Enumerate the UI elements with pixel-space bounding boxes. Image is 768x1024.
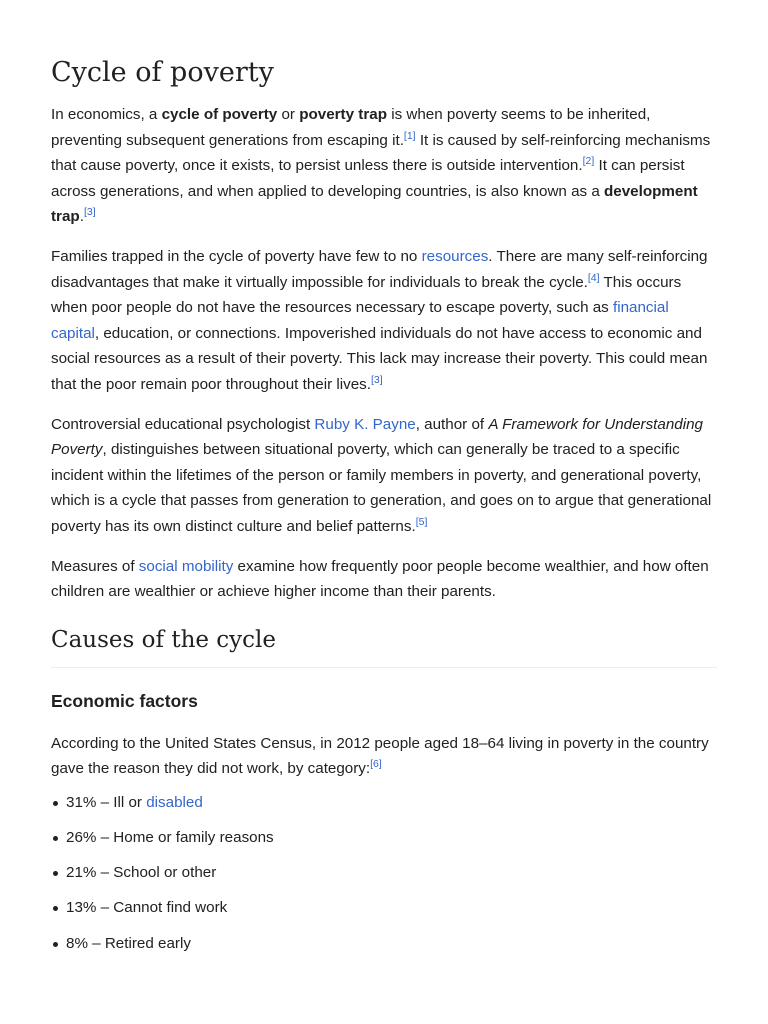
ruby-k-payne-link[interactable]: Ruby K. Payne bbox=[314, 415, 416, 433]
page-title: Cycle of poverty bbox=[51, 57, 274, 88]
citation-4[interactable]: [4] bbox=[587, 271, 600, 284]
citation-3[interactable]: [3] bbox=[83, 206, 96, 219]
families-text-4: , education, or connections. Impoverished individuals do not have access to economic and social resources as a result of their poverty. This lack may increase their poverty. This could mean that the poor remain poor throughout their lives. bbox=[51, 324, 708, 393]
book-title: A Framework for Understanding Poverty bbox=[51, 415, 704, 459]
measures-text-1: Measures of bbox=[51, 557, 139, 575]
financial-capital-link[interactable]: financial capital bbox=[51, 299, 669, 342]
list-item bbox=[66, 790, 717, 816]
social-mobility-link[interactable]: social mobility bbox=[138, 557, 234, 575]
subsection-heading-economic-factors: Economic factors bbox=[51, 690, 198, 711]
intro-text-1: In economics, a bbox=[51, 106, 162, 123]
term-poverty-trap: poverty trap bbox=[299, 106, 387, 123]
citation-1[interactable]: [1] bbox=[403, 129, 416, 142]
intro-text-5: It can persist across generations, and when applied to developing countries, is also known as a bbox=[51, 157, 685, 200]
families-paragraph bbox=[51, 244, 717, 398]
payne-text-1: Controversial educational psychologist bbox=[51, 415, 315, 433]
intro-paragraph bbox=[51, 102, 717, 230]
intro-text-4: It is caused by self-reinforcing mechanisms that cause poverty, once it exists, to persist unless there is outside intervention. bbox=[51, 131, 711, 175]
section-heading-causes: Causes of the cycle bbox=[51, 625, 717, 668]
payne-text-2: , author of bbox=[415, 415, 489, 433]
intro-text-3: is when poverty seems to be inherited, preventing subsequent generations from escaping it. bbox=[51, 106, 651, 149]
resources-link[interactable]: resources bbox=[421, 247, 489, 265]
citation-2[interactable]: [2] bbox=[582, 155, 595, 168]
census-text: According to the United States Census, in 2012 people aged 18–64 living in poverty in the country gave the reason they did not work, by category: bbox=[51, 734, 709, 778]
measures-paragraph bbox=[51, 554, 717, 605]
intro-text-6: . bbox=[79, 208, 84, 226]
list-item: 13% – Cannot find work bbox=[66, 895, 717, 921]
list-item: 26% – Home or family reasons bbox=[66, 825, 717, 851]
disabled-link[interactable]: disabled bbox=[146, 793, 203, 811]
intro-text-2: or bbox=[277, 106, 300, 123]
term-development-trap: development trap bbox=[51, 182, 698, 226]
families-text-3: This occurs when poor people do not have the resources necessary to escape poverty, such as bbox=[51, 273, 682, 317]
list-item: 21% – School or other bbox=[66, 860, 717, 886]
citation-3[interactable]: [3] bbox=[370, 374, 383, 387]
list-item: 8% – Retired early bbox=[66, 931, 717, 957]
reason-text: 31% – Ill or bbox=[66, 793, 147, 811]
families-text-1: Families trapped in the cycle of poverty have few to no bbox=[51, 247, 422, 265]
payne-text-3: , distinguishes between situational poverty, which can generally be traced to a specific incident within the lifetimes of the person or family members in poverty, and generational poverty, which is a cycle that passes from generation to generation, and goes on to argue that generational poverty has its own distinct culture and belief patterns. bbox=[51, 441, 712, 535]
reasons-list bbox=[51, 790, 717, 956]
census-paragraph bbox=[51, 731, 717, 782]
payne-paragraph bbox=[51, 412, 717, 540]
families-text-2: . There are many self-reinforcing disadvantages that make it virtually impossible for individuals to break the cycle. bbox=[51, 247, 708, 291]
term-cycle-of-poverty: cycle of poverty bbox=[161, 106, 278, 123]
citation-5[interactable]: [5] bbox=[415, 516, 428, 529]
citation-6[interactable]: [6] bbox=[370, 758, 382, 771]
measures-text-2: examine how frequently poor people become wealthier, and how often children are wealthier or achieve higher income than their parents. bbox=[51, 557, 709, 601]
